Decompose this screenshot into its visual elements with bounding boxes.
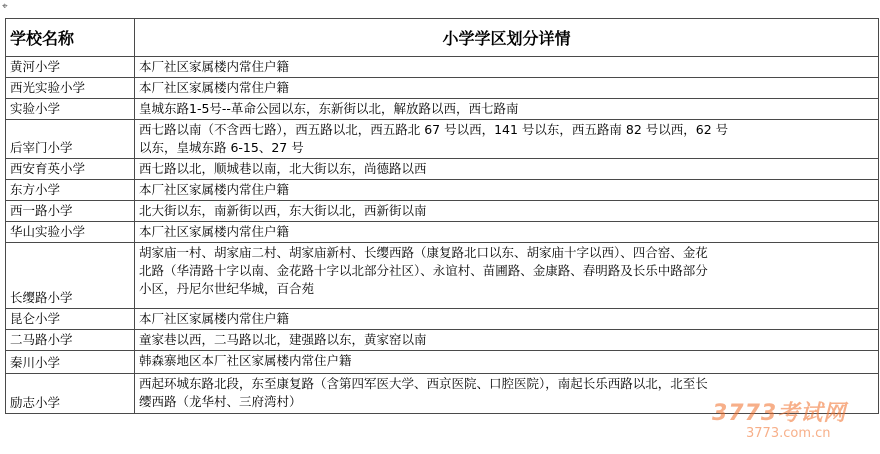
school-name-cell: 长缨路小学: [6, 243, 135, 309]
school-district-table: [5, 18, 879, 414]
table-row: [6, 120, 879, 159]
table-row: [6, 351, 879, 374]
district-detail-cell: 本厂社区家属楼内常住户籍: [135, 57, 879, 78]
table-row: [6, 78, 879, 99]
district-detail-cell: 本厂社区家属楼内常住户籍: [135, 309, 879, 330]
header-school-name: 学校名称: [6, 19, 135, 57]
district-detail-cell: 北大街以东，南新街以西，东大街以北，西新街以南: [135, 201, 879, 222]
header-district-details: 小学学区划分详情: [135, 19, 879, 57]
district-detail-cell: 西起环城东路北段，东至康复路（含第四军医大学、西京医院、口腔医院），南起长乐西路以北，北至长 缨西路（龙华村、三府湾村）: [135, 374, 879, 414]
school-name-cell: 华山实验小学: [6, 222, 135, 243]
school-name-cell: 二马路小学: [6, 330, 135, 351]
school-name-cell: 实验小学: [6, 99, 135, 120]
district-detail-cell: 西七路以南（不含西七路），西五路以北，西五路北 67 号以西，141 号以东，西五路南 82 号以西，62 号 以东，皇城东路 6-15、27 号: [135, 120, 879, 159]
table-row: [6, 57, 879, 78]
table-row: [6, 99, 879, 120]
district-detail-cell: 胡家庙一村、胡家庙二村、胡家庙新村、长缨西路（康复路北口以东、胡家庙十字以西）、四合窑、金花 北路（华清路十字以南、金花路十字以北部分社区）、永谊村、苗圃路、金康路、春明路及长乐中路部分 小区，丹尼尔世纪华城，百合苑: [135, 243, 879, 309]
school-name-cell: 后宰门小学: [6, 120, 135, 159]
district-detail-cell: 本厂社区家属楼内常住户籍: [135, 78, 879, 99]
district-detail-cell: 本厂社区家属楼内常住户籍: [135, 222, 879, 243]
table-row: [6, 201, 879, 222]
table-row: [6, 159, 879, 180]
school-name-cell: 昆仑小学: [6, 309, 135, 330]
table-body: [6, 57, 879, 414]
school-name-cell: 励志小学: [6, 374, 135, 414]
school-name-cell: 东方小学: [6, 180, 135, 201]
school-name-cell: 西光实验小学: [6, 78, 135, 99]
district-detail-cell: 皇城东路1-5号--革命公园以东，东新街以北，解放路以西，西七路南: [135, 99, 879, 120]
district-detail-cell: 西七路以北，顺城巷以南，北大街以东，尚德路以西: [135, 159, 879, 180]
table-row: [6, 374, 879, 414]
table-row: [6, 309, 879, 330]
school-name-cell: 西安育英小学: [6, 159, 135, 180]
district-detail-cell: 韩森寨地区本厂社区家属楼内常住户籍: [135, 351, 879, 374]
table-row: [6, 180, 879, 201]
district-detail-cell: 童家巷以西，二马路以北，建强路以东，黄家窑以南: [135, 330, 879, 351]
table-row: [6, 222, 879, 243]
school-name-cell: 黄河小学: [6, 57, 135, 78]
cell-selector-icon: ⌖: [2, 1, 8, 12]
watermark-url: 3773.com.cn: [746, 426, 831, 441]
table-row: [6, 330, 879, 351]
watermark-logo: 3773考试网: [712, 401, 847, 426]
school-name-cell: 西一路小学: [6, 201, 135, 222]
table-header-row: [6, 19, 879, 57]
table-row: [6, 243, 879, 309]
school-name-cell: 秦川小学: [6, 351, 135, 374]
district-detail-cell: 本厂社区家属楼内常住户籍: [135, 180, 879, 201]
